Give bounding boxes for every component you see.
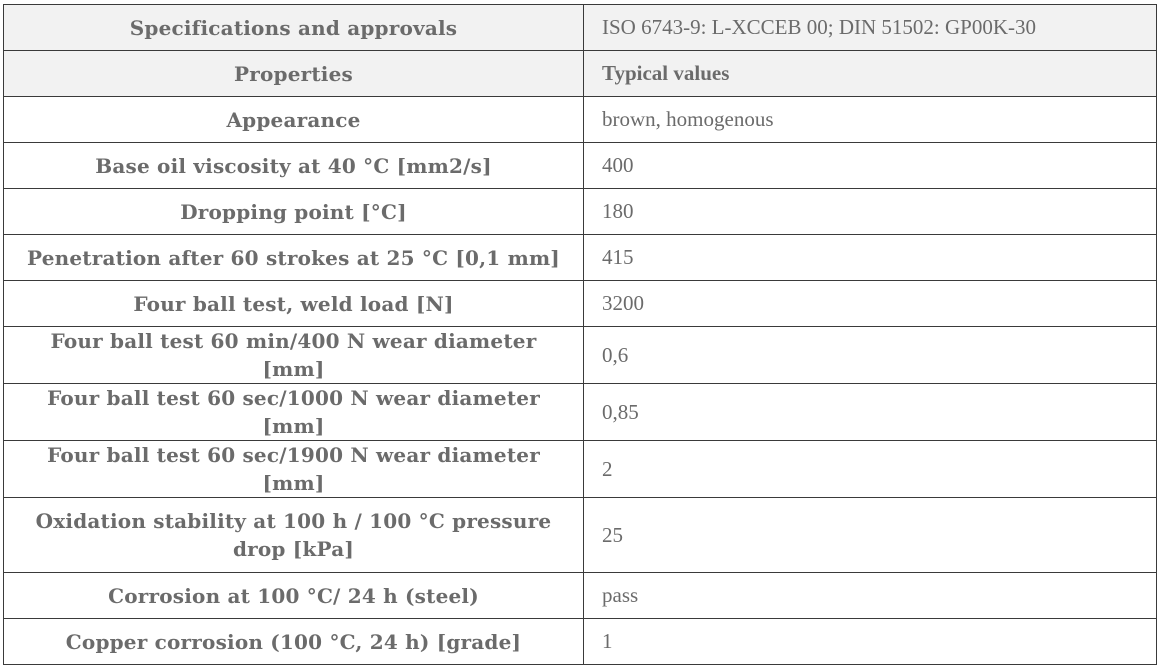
property-cell: Copper corrosion (100 °C, 24 h) [grade]: [4, 619, 584, 665]
table-row: [4, 143, 1157, 189]
property-cell: Base oil viscosity at 40 °C [mm2/s]: [4, 143, 584, 189]
property-cell: Oxidation stability at 100 h / 100 °C pressure drop [kPa]: [4, 498, 584, 573]
table-row-specifications: [4, 5, 1157, 51]
value-cell: 180: [584, 189, 1157, 235]
value-cell: ISO 6743-9: L-XCCEB 00; DIN 51502: GP00K-30: [584, 5, 1157, 51]
table-row: [4, 384, 1157, 441]
table-header-row: [4, 51, 1157, 97]
specifications-table: [3, 4, 1157, 665]
value-cell: brown, homogenous: [584, 97, 1157, 143]
property-cell: Four ball test 60 sec/1900 N wear diameter [mm]: [4, 441, 584, 498]
column-header-properties: Properties: [4, 51, 584, 97]
table-row: [4, 573, 1157, 619]
property-cell: Four ball test 60 min/400 N wear diameter [mm]: [4, 327, 584, 384]
property-cell: Appearance: [4, 97, 584, 143]
column-header-typical-values: Typical values: [584, 51, 1157, 97]
value-cell: 400: [584, 143, 1157, 189]
property-cell: Specifications and approvals: [4, 5, 584, 51]
property-cell: Corrosion at 100 °C/ 24 h (steel): [4, 573, 584, 619]
table-row: [4, 97, 1157, 143]
property-cell: Four ball test 60 sec/1000 N wear diameter [mm]: [4, 384, 584, 441]
table-row: [4, 235, 1157, 281]
value-cell: 3200: [584, 281, 1157, 327]
table-row: [4, 441, 1157, 498]
property-cell: Penetration after 60 strokes at 25 °C [0,1 mm]: [4, 235, 584, 281]
table-row: [4, 189, 1157, 235]
table-row: [4, 281, 1157, 327]
table-row: [4, 619, 1157, 665]
value-cell: 2: [584, 441, 1157, 498]
value-cell: 0,85: [584, 384, 1157, 441]
property-cell: Dropping point [°C]: [4, 189, 584, 235]
value-cell: 1: [584, 619, 1157, 665]
value-cell: pass: [584, 573, 1157, 619]
value-cell: 415: [584, 235, 1157, 281]
value-cell: 25: [584, 498, 1157, 573]
table-row: [4, 498, 1157, 573]
property-cell: Four ball test, weld load [N]: [4, 281, 584, 327]
table-row: [4, 327, 1157, 384]
value-cell: 0,6: [584, 327, 1157, 384]
